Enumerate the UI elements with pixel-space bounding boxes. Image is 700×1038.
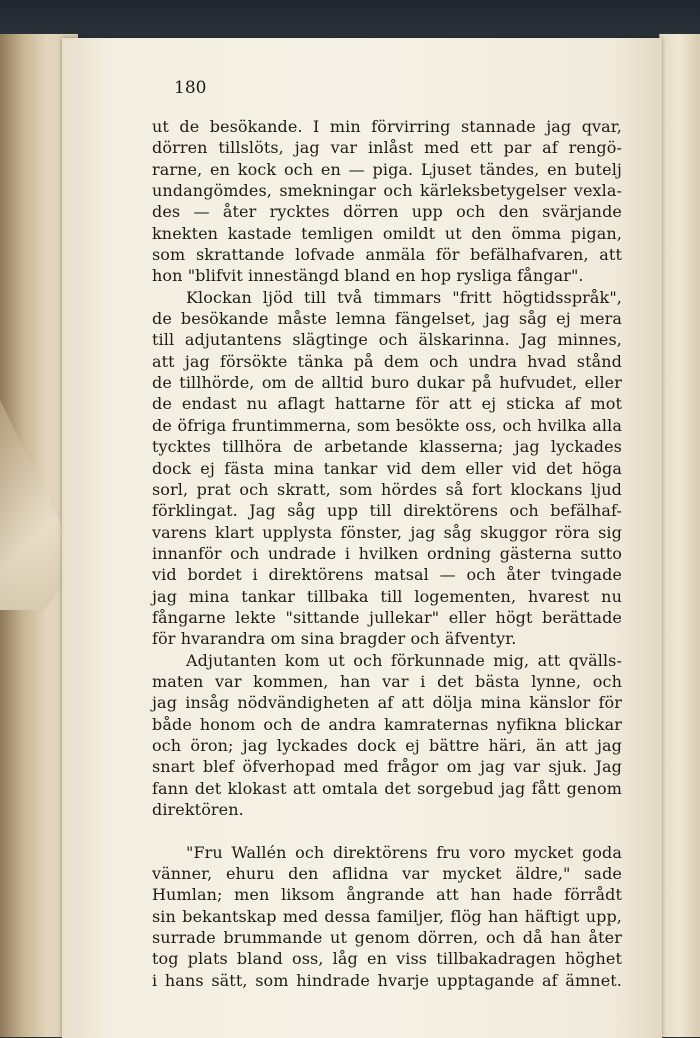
- book-cover-top: [0, 0, 700, 40]
- text-line: att jag försökte tänka på dem och undra hvad stånd: [152, 351, 622, 371]
- text-line: sorl, prat och skratt, som hördes så fort klockans ljud: [152, 479, 622, 499]
- text-line: des — åter rycktes dörren upp och den svärjande: [152, 202, 622, 222]
- text-line: för hvarandra om sina bragder och äfventyr.: [152, 629, 517, 649]
- text-line: till adjutantens slägtinge och älskarinna. Jag minnes,: [152, 330, 622, 350]
- text-line: Klockan ljöd till två timmars "fritt högtidsspråk",: [186, 287, 622, 307]
- blank-line: [152, 820, 622, 841]
- text-line: tycktes tillhöra de arbetande klasserna; jag lyckades: [152, 437, 622, 457]
- text-line: innanför och undrade i hvilken ordning gästerna sutto: [152, 543, 622, 563]
- text-line: och öron; jag lyckades dock ej bättre häri, än att jag: [152, 735, 622, 755]
- text-line: "Fru Wallén och direktörens fru voro mycket goda: [186, 842, 622, 862]
- text-line: både honom och de andra kamraternas nyfikna blickar: [152, 714, 622, 734]
- book-page: [62, 38, 662, 1038]
- text-line: jag mina tankar tillbaka till logementen, hvarest nu: [152, 586, 622, 606]
- text-line: tog plats bland oss, låg en viss tillbakadragen höghet: [152, 949, 622, 969]
- text-line: förklingat. Jag såg upp till direktörens och befälhaf-: [152, 501, 622, 521]
- text-line: de besökande måste lemna fängelset, jag såg ej mera: [152, 309, 622, 329]
- text-line: jag insåg nödvändigheten af att dölja mina känslor för: [152, 693, 622, 713]
- text-line: maten var kommen, han var i det bästa lynne, och: [152, 671, 622, 691]
- text-line: rarne, en kock och en — piga. Ljuset tändes, en butelj: [152, 159, 622, 179]
- text-line: Humlan; men liksom ångrande att han hade förrådt: [152, 885, 622, 905]
- text-line: ut de besökande. I min förvirring stannade jag qvar,: [152, 117, 622, 136]
- text-line: vid bordet i direktörens matsal — och åter tvingade: [152, 565, 622, 585]
- text-line: sin bekantskap med dessa familjer, flög han häftigt upp,: [152, 906, 622, 926]
- text-line: varens klart upplysta fönster, jag såg skuggor röra sig: [152, 522, 622, 542]
- text-line: undangömdes, smekningar och kärleksbetygelser vexla-: [152, 181, 622, 201]
- text-line: snart blef öfverhopad med frågor om jag var sjuk. Jag: [152, 757, 622, 777]
- text-line: fann det klokast att omtala det sorgebud jag fått genom: [152, 778, 622, 798]
- text-line: direktören.: [152, 800, 244, 819]
- text-line: som skrattande lofvade anmäla för befälhafvaren, att: [152, 245, 622, 265]
- page-text: [152, 116, 622, 991]
- text-line: knekten kastade temligen omildt ut den ömma pigan,: [152, 223, 622, 243]
- page-number: 180: [174, 78, 207, 98]
- text-line: dörren tillslöts, jag var inlåst med ett par af rengö-: [152, 138, 622, 158]
- text-line: hon "blifvit innestängd bland en hop rysliga fångar".: [152, 266, 584, 286]
- text-line: i hans sätt, som hindrade hvarje upptagande af ämnet.: [152, 970, 622, 990]
- text-line: de tillhörde, om de alltid buro dukar på hufvudet, eller: [152, 373, 622, 393]
- text-line: dock ej fästa mina tankar vid dem eller vid det höga: [152, 458, 622, 478]
- text-line: vänner, ehuru den aflidna var mycket äldre," sade: [152, 864, 622, 884]
- next-leaf-edge: [659, 34, 700, 1037]
- text-line: de öfriga fruntimmerna, som besökte oss, och hvilka alla: [152, 415, 622, 435]
- text-line: surrade brummande ut genom dörren, och då han åter: [152, 928, 622, 948]
- text-line: de endast nu aflagt hattarne för att ej sticka af mot: [152, 394, 622, 414]
- text-line: fångarne lekte "sittande jullekar" eller högt berättade: [152, 607, 622, 627]
- text-line: Adjutanten kom ut och förkunnade mig, att qvälls-: [186, 650, 622, 670]
